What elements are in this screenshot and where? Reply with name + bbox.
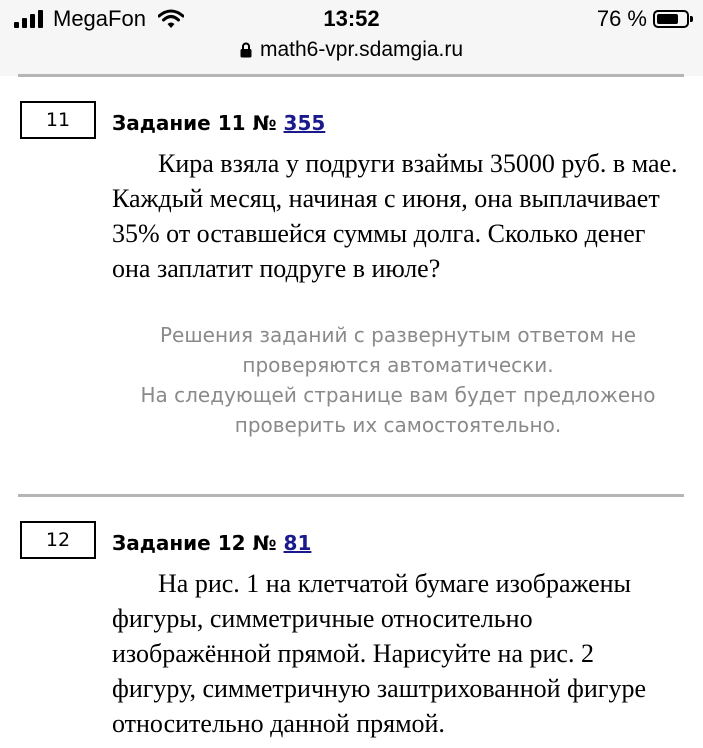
task-title [112,111,325,135]
check-note-line1: Решения заданий с развернутым ответом не проверяются автоматически. [159,323,637,377]
task-link[interactable]: 81 [283,531,312,555]
status-bar [0,0,703,76]
answer-number-box: 12 [20,521,96,559]
battery-tip [690,16,693,22]
task-text: Кира взяла у подруги взаймы 35000 руб. в мае. Каждый месяц, начиная с июня, она выплачивает 35% от оставшейся суммы долга. Сколько денег она заплатит подруге в июле? [112,149,678,283]
battery-icon [653,10,689,28]
task-text: На рис. 1 на клетчатой бумаге изображены фигуры, симметричные относительно изображённой прямой. Нарисуйте на рис. 2 фигуру, симметричную заштрихованной фигуре относительно данной прямой. [112,569,647,738]
task-title-text: Задание 12 № [112,531,277,555]
task-link[interactable]: 355 [283,111,326,135]
task-title [112,531,311,555]
answer-number-box: 11 [20,101,96,139]
battery-percent: 76 % [596,6,647,31]
section-divider [18,74,684,77]
task-title-text: Задание 11 № [112,111,277,135]
check-note [100,320,696,440]
section-divider [18,494,684,497]
carrier-name: MegaFon [53,6,146,31]
status-right [597,6,689,32]
check-note-line2: На следующей странице вам будет предложено проверить их самостоятельно. [140,383,656,437]
clock: 13:52 [323,6,380,31]
address-bar[interactable] [0,38,703,62]
url-text: math6-vpr.sdamgia.ru [259,38,464,61]
battery-fill [657,14,678,24]
lock-icon [240,42,252,58]
